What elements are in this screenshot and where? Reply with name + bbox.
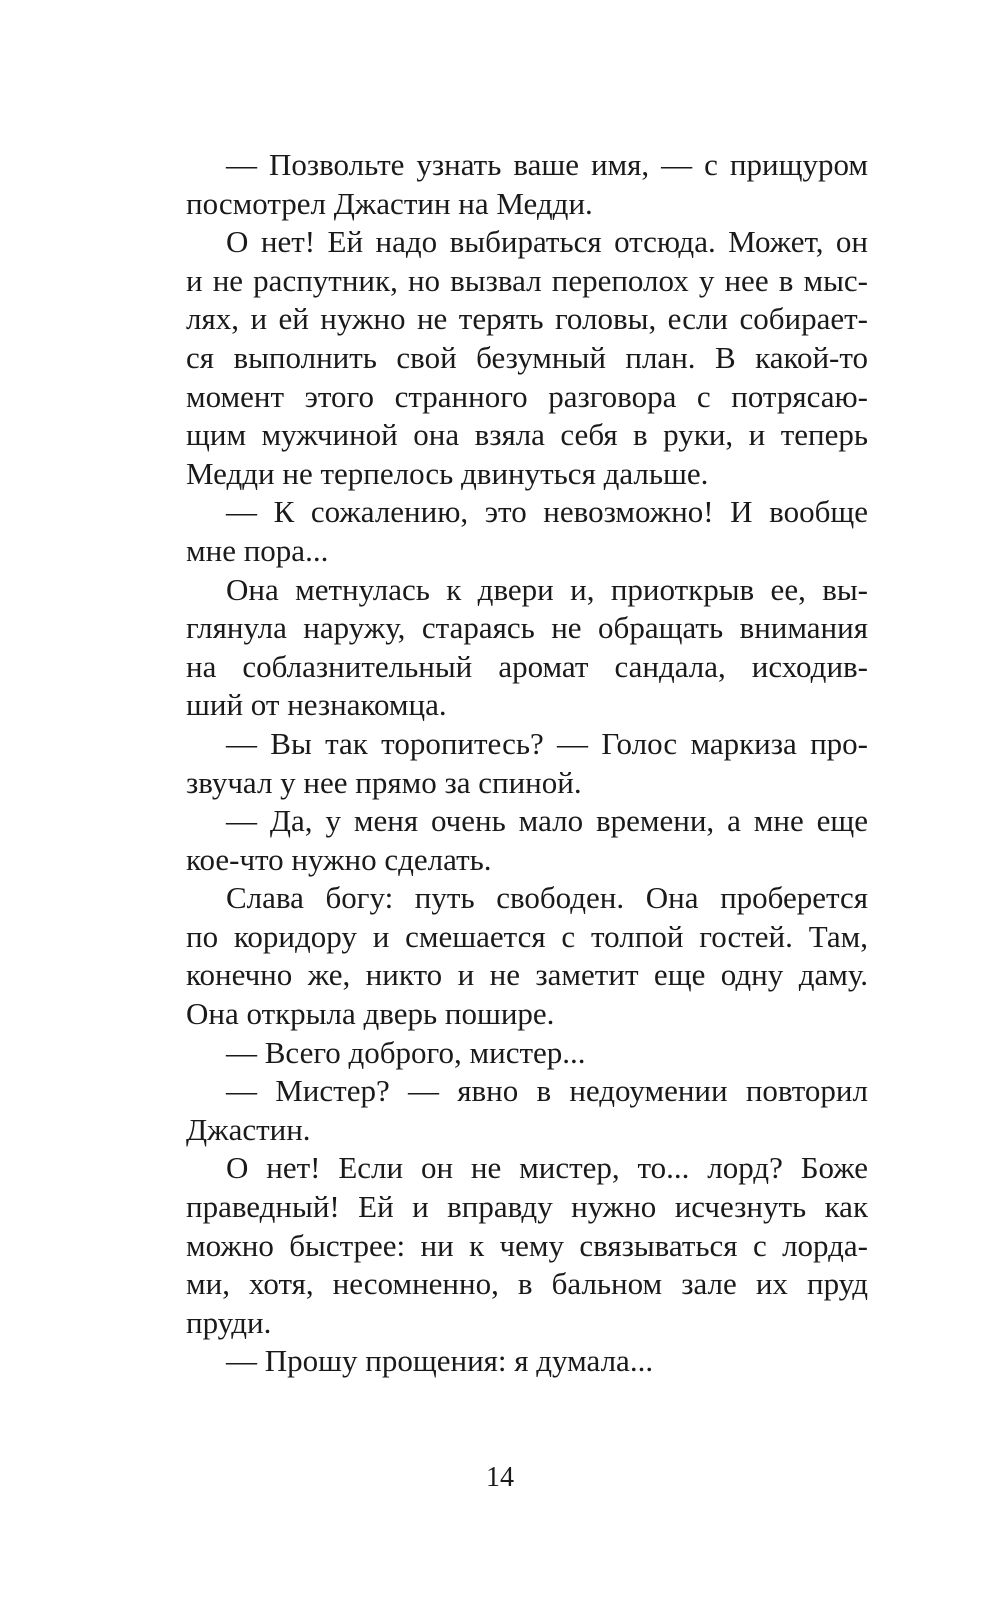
- text-line: мне пора...: [186, 532, 329, 568]
- text-line: Джастин.: [186, 1111, 311, 1147]
- text-line: Слава богу: путь свободен. Она проберется: [226, 880, 868, 916]
- text-line: О нет! Если он не мистер, то... лорд? Боже: [226, 1150, 868, 1186]
- text-line: О нет! Ей надо выбираться отсюда. Может, он: [226, 224, 868, 260]
- text-line: Она открыла дверь пошире.: [186, 996, 555, 1032]
- text-line: Она метнулась к двери и, приоткрыв ее, вы-: [226, 571, 868, 607]
- text-line: ми, хотя, несомненно, в бальном зале их пруд: [186, 1266, 868, 1302]
- page-number: 14: [486, 1462, 514, 1493]
- text-line: момент этого странного разговора с потрясаю-: [186, 378, 868, 414]
- text-line: — Мистер? — явно в недоумении повторил: [226, 1073, 868, 1109]
- text-line: пруди.: [186, 1304, 272, 1340]
- text-line: — Прошу прощения: я думала...: [226, 1343, 654, 1379]
- text-line: ся выполнить свой безумный план. В какой-то: [186, 339, 868, 375]
- text-line: кое-что нужно сделать.: [186, 841, 492, 877]
- text-line: — К сожалению, это невозможно! И вообще: [226, 494, 868, 530]
- text-line: на соблазнительный аромат сандала, исходив-: [186, 648, 868, 684]
- text-line: конечно же, никто и не заметит еще одну даму.: [186, 957, 868, 993]
- text-line: лях, и ей нужно не терять головы, если собирает-: [186, 301, 868, 337]
- text-line: глянула наружу, стараясь не обращать внимания: [186, 610, 868, 646]
- text-line: и не распутник, но вызвал переполох у нее в мыс-: [186, 262, 868, 298]
- text-line: можно быстрее: ни к чему связываться с лорда-: [186, 1227, 868, 1263]
- text-line: — Вы так торопитесь? — Голос маркиза про-: [226, 725, 868, 761]
- text-line: звучал у нее прямо за спиной.: [186, 764, 582, 800]
- text-line: щим мужчиной она взяла себя в руки, и теперь: [186, 417, 868, 453]
- text-line: Медди не терпелось двинуться дальше.: [186, 455, 709, 491]
- text-line: праведный! Ей и вправду нужно исчезнуть как: [186, 1189, 868, 1225]
- text-line: — Да, у меня очень мало времени, а мне еще: [226, 803, 868, 839]
- text-line: ший от незнакомца.: [186, 687, 447, 723]
- text-line: по коридору и смешается с толпой гостей. Там,: [186, 918, 868, 954]
- text-line: — Позвольте узнать ваше имя, — с прищуром: [226, 147, 868, 182]
- text-line: — Всего доброго, мистер...: [226, 1034, 586, 1070]
- text-line: посмотрел Джастин на Медди.: [186, 185, 593, 221]
- body-text: [186, 146, 868, 1381]
